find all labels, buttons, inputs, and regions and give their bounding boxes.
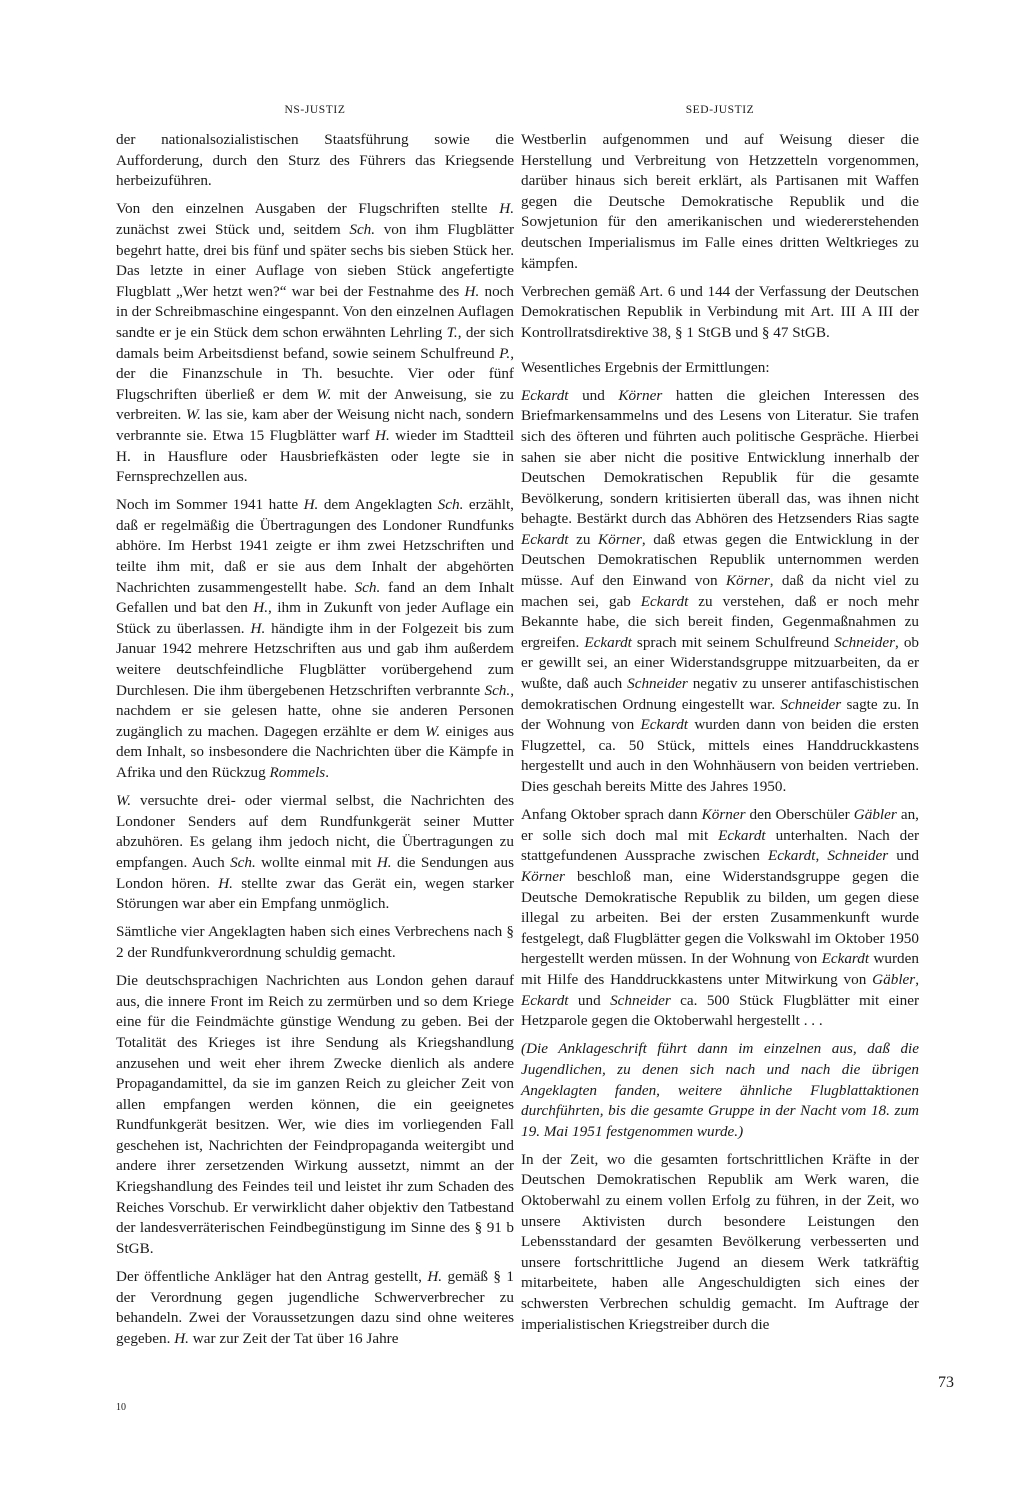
paragraph: Anfang Oktober sprach dann Körner den Oberschüler Gäbler an, er solle sich doch mal mit Eckardt unterhalten. Nach der stattgefundenen Aussprache zwischen Eckardt, Schneider und Körner beschloß man, eine Widerstandsgruppe gegen die Deutsche Demokratische Republik zu bilden, um gegen diese illegal zu arbeiten. Bei der ersten Zusammenkunft wurde festgelegt, daß Flugblätter gegen die Volkswahl im Oktober 1950 hergestellt werden müssen. In der Wohnung von Eckardt wurden mit Hilfe des Handdruckkastens unter Mitwirkung von Gäbler, Eckardt und Schneider ca. 500 Stück Flugblätter mit einer Hetzparole gegen die Oktoberwahl hergestellt . . . <box>521 806 920 1030</box>
paragraph: Von den einzelnen Ausgaben der Flugschriften stellte H. zunächst zwei Stück und, seitdem Sch. von ihm Flugblätter begehrt hatte, drei bis fünf und später sechs bis sieben Stück her. Das letzte in einer Auflage von sieben Stück angefertigte Flugblatt „Wer hetzt wen?“ war bei der Festnahme des H. noch in der Schreibmaschine eingespannt. Von den einzelnen Auflagen sandte er je ein Stück dem schon erwähnten Lehrling T., der sich damals beim Arbeitsdienst befand, sowie seinem Schulfreund P., der die Finanzschule in Th. besuchte. Vier oder fünf Flugschriften überließ er dem W. mit der Anweisung, sie zu verbreiten. W. las sie, kam aber der Weisung nicht nach, sondern verbrannte sie. Etwa 15 Flugblätter warf H. wieder im Stadtteil H. in Hausflure oder Hausbriefkästen oder legte sie in Fernsprechzellen aus. <box>116 200 515 486</box>
left-column <box>116 130 514 1357</box>
paragraph: Eckardt und Körner hatten die gleichen Interessen des Briefmarkensammelns und des Lesens von Literatur. Sie trafen sich des öfteren und führten auch politische Gespräche. Hierbei sahen sie aber nicht die positive Entwicklung innerhalb der Deutschen Demokratischen Republik für die gesamte Bevölkerung, sondern kritisierten überall das, was ihnen nicht behagte. Bestärkt durch das Abhören des Hetzsenders Rias sagte Eckardt zu Körner, daß etwas gegen die Entwicklung in der Deutschen Demokratischen Republik unternommen werden müsse. Auf den Einwand von Körner, daß da nicht viel zu machen sei, gab Eckardt zu verstehen, daß er noch mehr Bekannte habe, die sich bereit finden, Gegenmaßnahmen zu ergreifen. Eckardt sprach mit seinem Schulfreund Schneider, ob er gewillt sei, an einer Widerstandsgruppe mitzuarbeiten, da er wußte, daß auch Schneider negativ zu unserer antifaschistischen demokratischen Ordnung eingestellt war. Schneider sagte zu. In der Wohnung von Eckardt wurden dann von beiden die ersten Flugzettel, ca. 50 Stück, mittels eines Handdruckkastens hergestellt und auch in den Wohnhäusern von beiden vertrieben. Dies geschah bereits Mitte des Jahres 1950. <box>521 386 920 795</box>
page-number: 73 <box>938 1374 954 1391</box>
paragraph: Verbrechen gemäß Art. 6 und 144 der Verfassung der Deutschen Demokratischen Republik in Verbindung mit Art. III A III der Kontrollratsdirektive 38, § 1 StGB und § 47 StGB. <box>521 282 919 341</box>
editorial-note: (Die Anklageschrift führt dann im einzelnen aus, daß die Jugendlichen, zu denen sich nach und nach die übrigen Angeklagten fanden, weitere ähnliche Flugblattaktionen durchführten, bis die gesamte Gruppe in der Nacht vom 18. zum 19. Mai 1951 festgenommen wurde.) <box>521 1040 919 1140</box>
right-column <box>521 130 919 1343</box>
paragraph: Sämtliche vier Angeklagten haben sich eines Verbrechens nach § 2 der Rundfunkverordnung schuldig gemacht. <box>116 923 514 961</box>
paragraph: der nationalsozialistischen Staatsführung sowie die Aufforderung, durch den Sturz des Führers das Kriegsende herbeizuführen. <box>116 131 514 190</box>
paragraph: W. versuchte drei- oder viermal selbst, die Nachrichten des Londoner Senders auf dem Rundfunkgerät seiner Mutter abzuhören. Es gelang ihm jedoch nicht, die Übertragungen zu empfangen. Auch Sch. wollte einmal mit H. die Sendungen aus London hören. H. stellte zwar das Gerät ein, wegen starker Störungen war aber ein Empfang unmöglich. <box>116 792 515 913</box>
paragraph: In der Zeit, wo die gesamten fortschrittlichen Kräfte in der Deutschen Demokratischen Republik am Werk waren, die Oktoberwahl zu einem vollen Erfolg zu führen, in der Zeit, wo unsere Aktivisten durch besondere Leistungen den Lebensstandard der gesamten Bevölkerung verbesserten und unsere fortschrittliche Jugend an diesem Werk tatkräftig mitarbeitete, haben alle Angeschuldigten sich eines der schwersten Verbrechen schuldig gemacht. Im Auftrage der imperialistischen Kriegstreiber durch die <box>521 1150 919 1333</box>
paragraph: Noch im Sommer 1941 hatte H. dem Angeklagten Sch. erzählt, daß er regelmäßig die Übertragungen des Londoner Rundfunks abhöre. Im Herbst 1941 zeigte er ihm zwei Hetzschriften und teilte ihm mit, daß er sie aus dem Inhalt der abgehörten Nachrichten zusammengestellt habe. Sch. fand an dem Inhalt Gefallen und bat den H., ihm in Zukunft von jeder Auflage ein Stück zu überlassen. H. händigte ihm in der Folgezeit bis zum Januar 1942 mehrere Hetzschriften aus und gab ihm außerdem weitere deutschfeindliche Flugblätter vorübergehend zum Durchlesen. Die ihm übergebenen Hetzschriften verbrannte Sch., nachdem er sie gelesen hatte, ohne sie anderen Personen zugänglich zu machen. Dagegen erzählte er dem W. einiges aus dem Inhalt, so insbesondere die Nachrichten über die Kämpfe in Afrika und den Rückzug Rommels. <box>116 496 515 781</box>
printer-signature: 10 <box>116 1402 126 1413</box>
paragraph: Die deutschsprachigen Nachrichten aus London gehen darauf aus, die innere Front im Reich zu zermürben und so dem Kriege eine für die Feindmächte günstige Wendung zu geben. Bei der Totalität des Krieges ist ihre Sendung als Kriegshandlung anzusehen und weit eher ihrem Zwecke dienlich als andere Propagandamittel, da sie im ganzen Reich zu gleicher Zeit von allen empfangen werden können, die ein geeignetes Rundfunkgerät besitzen. Wer, wie dies im vorliegenden Fall geschehen ist, Nachrichten der Feindpropaganda weitergibt und andere ihrer zersetzenden Wirkung aussetzt, nimmt an der Kriegshandlung des Feindes teil und leistet ihr zum Schaden des Reiches Vorschub. Er verwirklicht daher objektiv den Tatbestand der landesverräterischen Feindbegünstigung im Sinne des § 91 b StGB. <box>116 972 514 1257</box>
right-column-header: SED-JUSTIZ <box>685 104 755 116</box>
paragraph: Der öffentliche Ankläger hat den Antrag gestellt, H. gemäß § 1 der Verordnung gegen jugendliche Schwerverbrecher zu behandeln. Zwei der Voraussetzungen dazu sind ohne weiteres gegeben. H. war zur Zeit der Tat über 16 Jahre <box>116 1268 515 1347</box>
section-heading: Wesentliches Ergebnis der Ermittlungen: <box>521 358 770 376</box>
left-column-header: NS-JUSTIZ <box>284 104 346 116</box>
paragraph: Westberlin aufgenommen und auf Weisung dieser die Herstellung und Verbreitung von Hetzzetteln vorgenommen, darüber hinaus sich bereit erklärt, als Partisanen mit Waffen gegen die Deutsche Demokratische Republik und die Sowjetunion für den amerikanischen und wiedererstehenden deutschen Imperialismus im Falle eines dritten Weltkrieges zu kämpfen. <box>521 131 919 272</box>
